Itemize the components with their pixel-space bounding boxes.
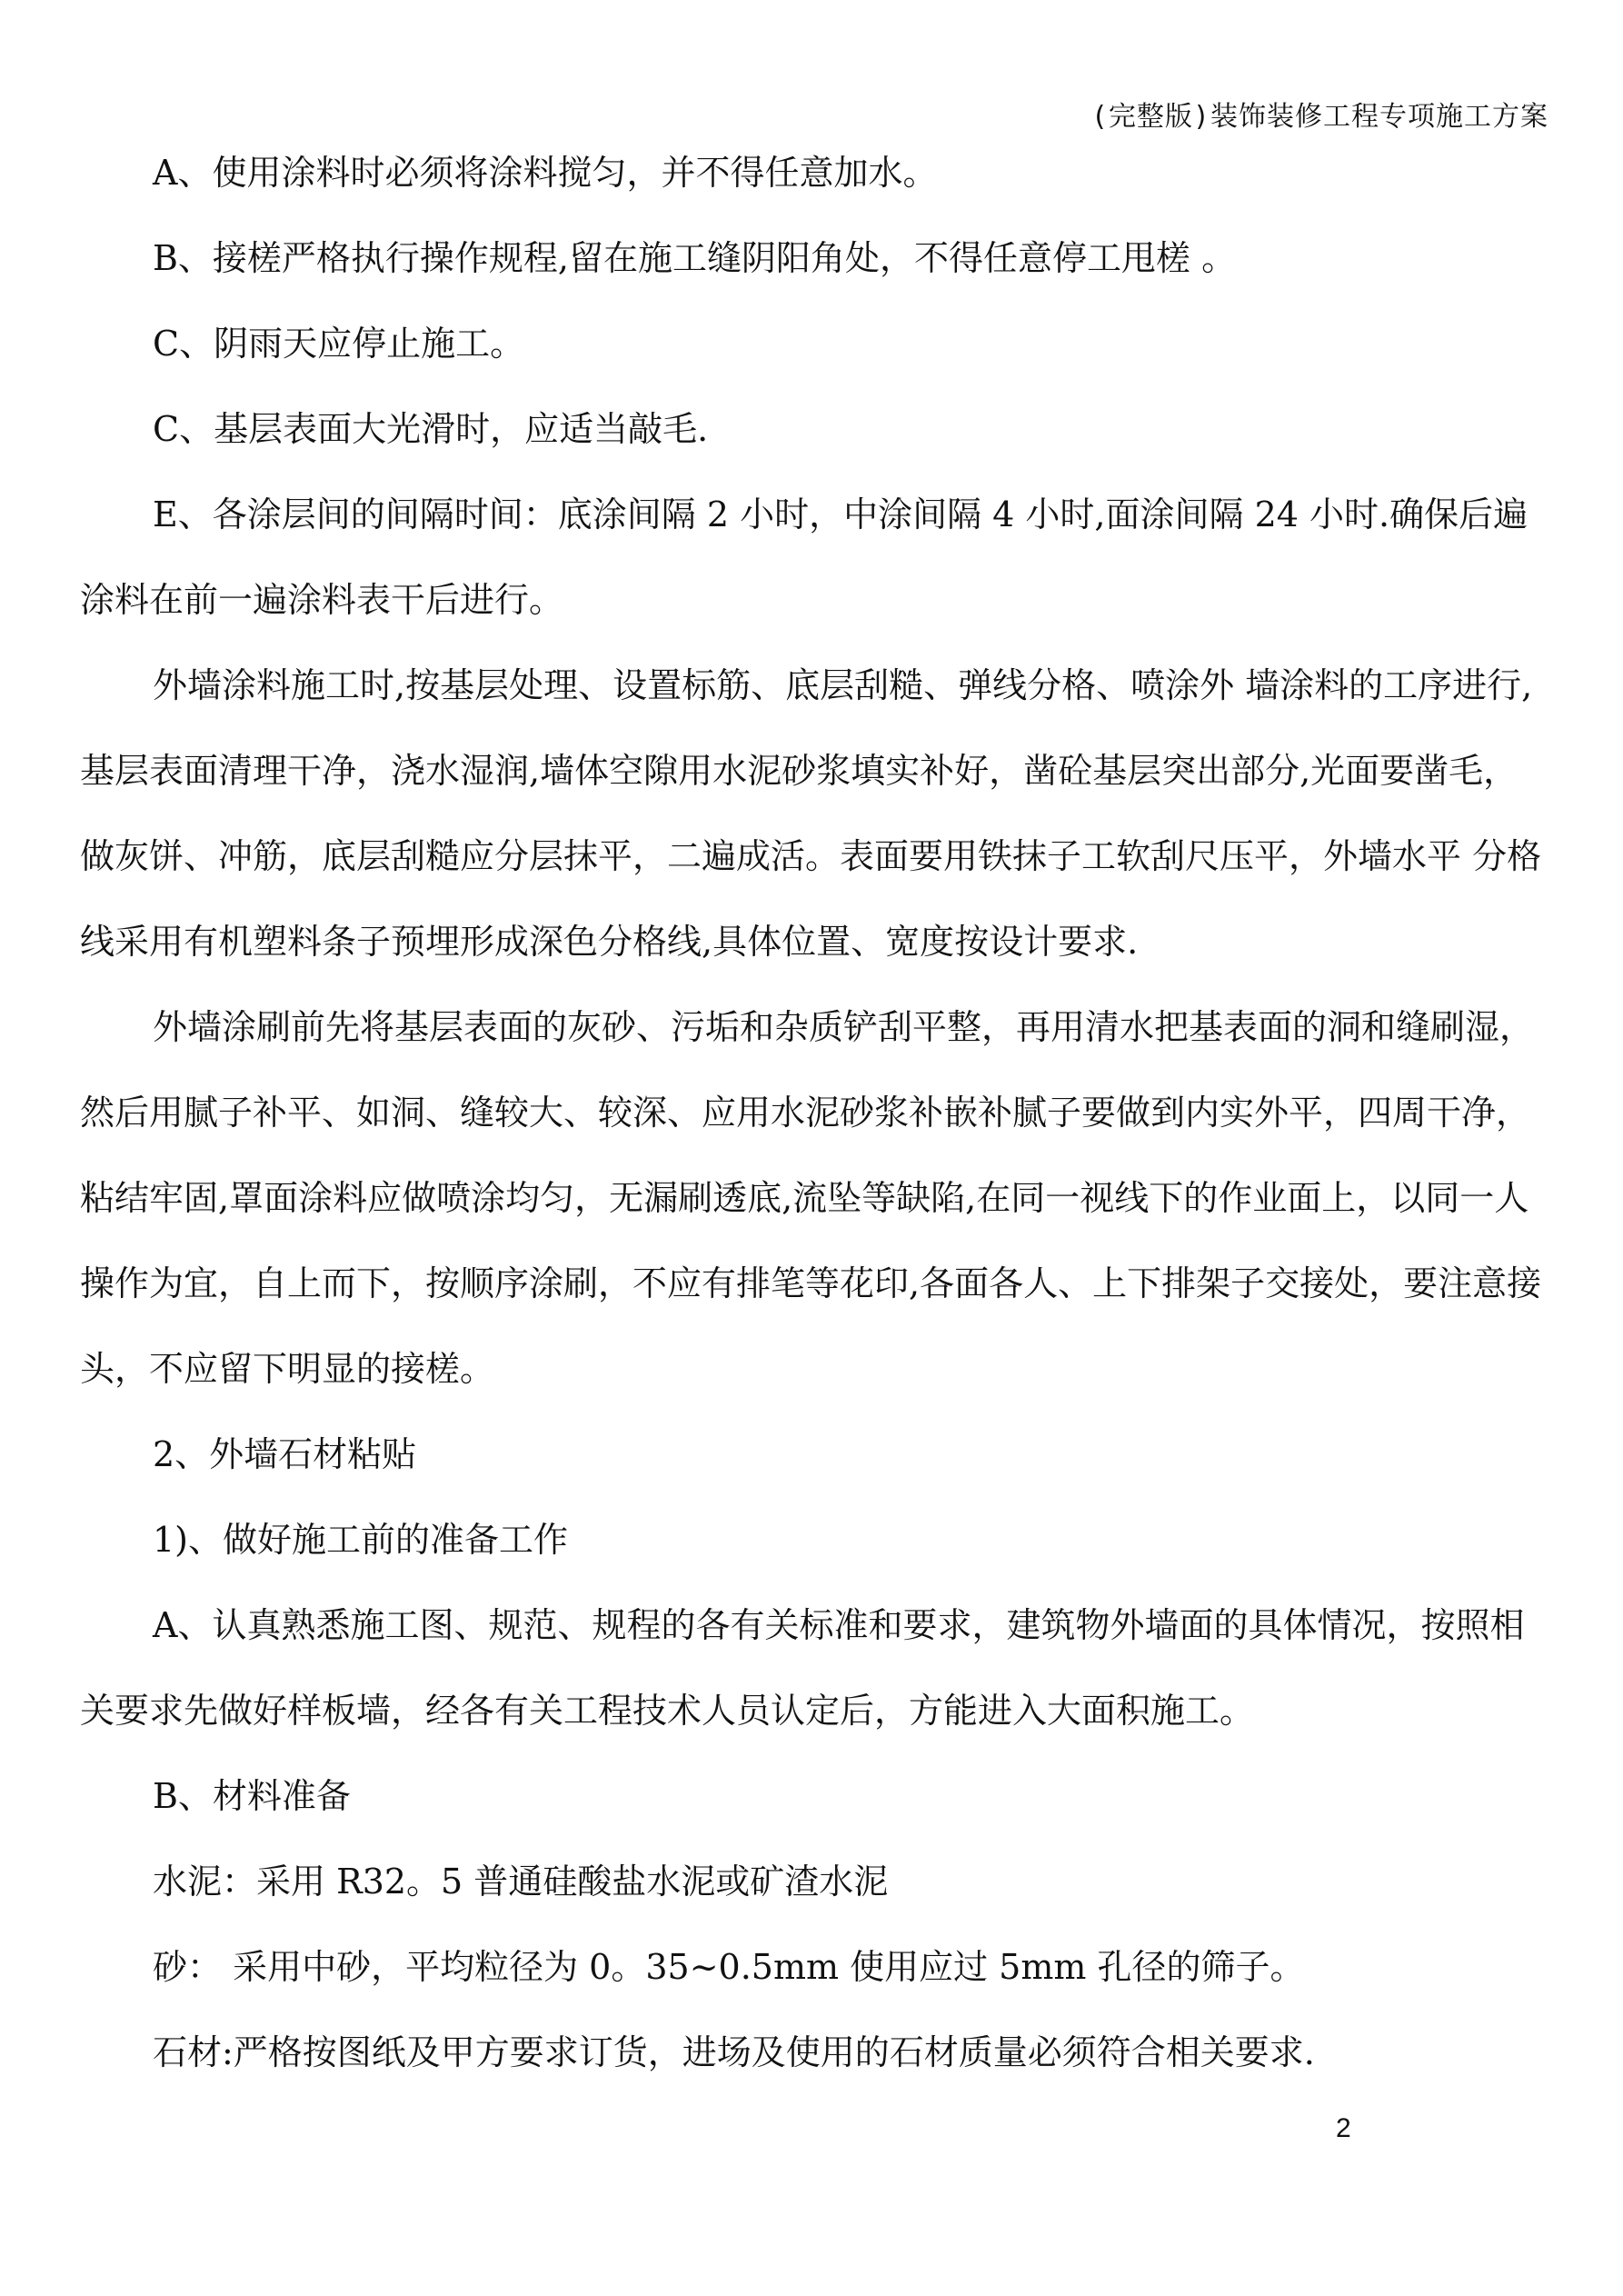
page-number: 2 bbox=[1336, 2113, 1351, 2143]
material-sand: 砂： 采用中砂，平均粒径为 0。35~0.5mm 使用应过 5mm 孔径的筛子。 bbox=[153, 1947, 1305, 1987]
paragraph-b-materials: B、材料准备 bbox=[153, 1776, 351, 1816]
paragraph-b-joints: B、接槎严格执行操作规程,留在施工缝阴阳角处，不得任意停工甩槎 。 bbox=[153, 238, 1237, 278]
section-heading-stone: 2、外墙石材粘贴 bbox=[153, 1434, 417, 1474]
paragraph-exterior-coating: 外墙涂料施工时,按基层处理、设置标筋、底层刮糙、弹线分格、喷涂外 墙涂料的工序进行,基层表面清理干净，浇水湿润,墙体空隙用水泥砂浆填实补好，凿砼基层突出部分,光面要凿毛，做灰饼、冲筋，底层刮糙应分层抹平，二遍成活。表面要用铁抹子工软刮尺压平，外墙水平 分格线采用有机塑料条子预埋形成深色分格线,具体位置、宽度按设计要求. bbox=[80, 665, 1542, 962]
paragraph-a-drawings: A、认真熟悉施工图、规范、规程的各有关标准和要求，建筑物外墙面的具体情况，按照相关要求先做好样板墙，经各有关工程技术人员认定后，方能进入大面积施工。 bbox=[80, 1605, 1525, 1731]
paragraph-e-intervals: E、各涂层间的间隔时间：底涂间隔 2 小时，中涂间隔 4 小时,面涂间隔 24 小时.确保后遍涂料在前一遍涂料表干后进行。 bbox=[80, 494, 1528, 620]
paragraph-c-smooth-base: C、基层表面大光滑时，应适当敲毛. bbox=[153, 409, 709, 449]
paragraph-a-mixing: A、使用涂料时必须将涂料搅匀，并不得任意加水。 bbox=[153, 153, 938, 193]
material-stone: 石材:严格按图纸及甲方要求订货，进场及使用的石材质量必须符合相关要求. bbox=[153, 2032, 1315, 2072]
document-body bbox=[80, 130, 1552, 2095]
subsection-heading-preparation: 1)、做好施工前的准备工作 bbox=[153, 1520, 569, 1560]
paragraph-exterior-painting: 外墙涂刷前先将基层表面的灰砂、污垢和杂质铲刮平整，再用清水把基表面的洞和缝刷湿，然后用腻子补平、如洞、缝较大、较深、应用水泥砂浆补嵌补腻子要做到内实外平，四周干净，粘结牢固,罩面涂料应做喷涂均匀，无漏刷透底,流坠等缺陷,在同一视线下的作业面上，以同一人操作为宜，自上而下，按顺序涂刷，不应有排笔等花印,各面各人、上下排架子交接处，要注意接头，不应留下明显的接槎。 bbox=[80, 1007, 1542, 1389]
material-cement: 水泥：采用 R32。5 普通硅酸盐水泥或矿渣水泥 bbox=[153, 1862, 889, 1902]
page-header: (完整版)装饰装修工程专项施工方案 bbox=[1090, 101, 1548, 133]
paragraph-c-rain: C、阴雨天应停止施工。 bbox=[153, 324, 525, 364]
